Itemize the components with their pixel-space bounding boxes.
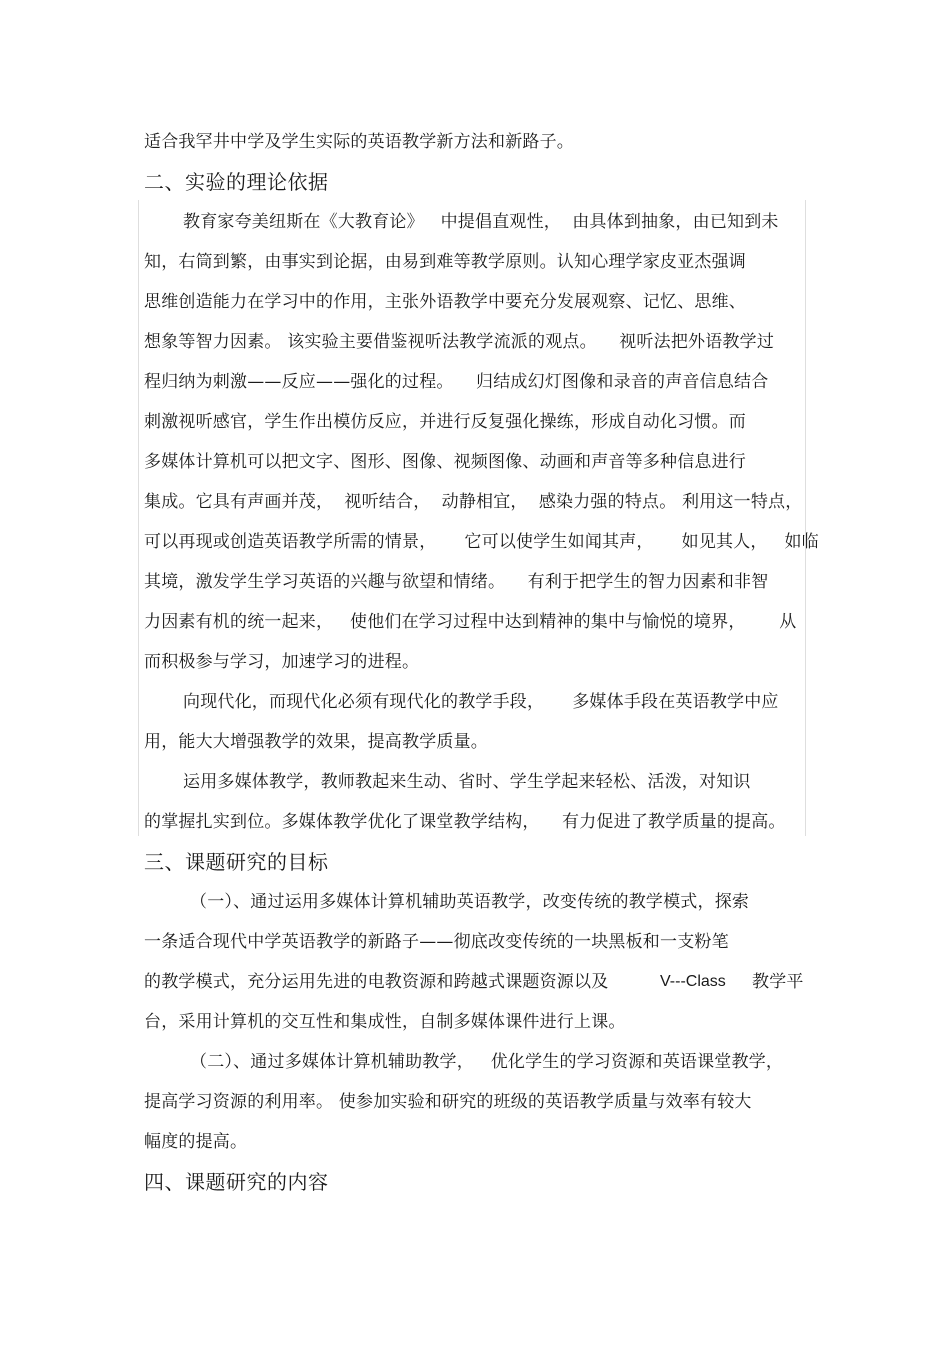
paragraph-line: 刺激视听感官，学生作出模仿反应，并进行反复强化操练，形成自动化习惯。而 bbox=[144, 412, 746, 432]
paragraph-line: 提高学习资源的利用率。 使参加实验和研究的班级的英语教学质量与效率有较大 bbox=[144, 1092, 752, 1112]
paragraph-line: 可以再现或创造英语教学所需的情景， 它可以使学生如闻其声， 如见其人， 如临 bbox=[144, 532, 819, 552]
paragraph-line: 集成。它具有声画并茂， 视听结合， 动静相宜， 感染力强的特点。 利用这一特点， bbox=[144, 492, 803, 512]
paragraph-line: 想象等智力因素。 该实验主要借鉴视听法教学流派的观点。 视听法把外语教学过 bbox=[144, 332, 775, 352]
paragraph-line: 教育家夸美纽斯在《大教育论》 中提倡直观性， 由具体到抽象，由已知到未 bbox=[183, 212, 779, 232]
section-heading-theory: 二、实验的理论依据 bbox=[144, 170, 329, 194]
paragraph-line: 幅度的提高。 bbox=[144, 1132, 248, 1152]
paragraph-line: 适合我罕井中学及学生实际的英语教学新方法和新路子。 bbox=[144, 132, 574, 152]
section-heading-content: 四、课题研究的内容 bbox=[144, 1170, 329, 1194]
paragraph-line: 程归纳为刺激——反应——强化的过程。 归结成幻灯图像和录音的声音信息结合 bbox=[144, 372, 769, 392]
paragraph-line: 向现代化，而现代化必须有现代化的教学手段， 多媒体手段在英语教学中应 bbox=[183, 692, 779, 712]
section-heading-goals: 三、课题研究的目标 bbox=[144, 850, 329, 874]
paragraph-line: 知，右筒到繁，由事实到论据，由易到难等教学原则。认知心理学家皮亚杰强调 bbox=[144, 252, 746, 272]
paragraph-line: 用，能大大增强教学的效果，提高教学质量。 bbox=[144, 732, 488, 752]
paragraph-line: 其境，激发学生学习英语的兴趣与欲望和情绪。 有利于把学生的智力因素和非智 bbox=[144, 572, 769, 592]
paragraph-line: 运用多媒体教学，教师教起来生动、省时、学生学起来轻松、活泼，对知识 bbox=[183, 772, 751, 792]
paragraph-line: 的教学模式，充分运用先进的电教资源和跨越式课题资源以及 bbox=[144, 972, 609, 992]
paragraph-line: 而积极参与学习，加速学习的进程。 bbox=[144, 652, 420, 672]
paragraph-line: （一）、通过运用多媒体计算机辅助英语教学，改变传统的教学模式，探索 bbox=[190, 892, 750, 912]
paragraph-line: 台，采用计算机的交互性和集成性，自制多媒体课件进行上课。 bbox=[144, 1012, 626, 1032]
paragraph-line: 多媒体计算机可以把文字、图形、图像、视频图像、动画和声音等多种信息进行 bbox=[144, 452, 746, 472]
paragraph-line: 教学平 bbox=[752, 972, 804, 992]
paragraph-line: 思维创造能力在学习中的作用，主张外语教学中要充分发展观察、记忆、思维、 bbox=[144, 292, 746, 312]
paragraph-line: 的掌握扎实到位。多媒体教学优化了课堂教学结构， 有力促进了教学质量的提高。 bbox=[144, 812, 786, 832]
paragraph-line: 力因素有机的统一起来， 使他们在学习过程中达到精神的集中与愉悦的境界， 从 bbox=[144, 612, 797, 632]
platform-name: V---Class bbox=[660, 973, 726, 990]
paragraph-line: （二）、通过多媒体计算机辅助教学， 优化学生的学习资源和英语课堂教学， bbox=[190, 1052, 784, 1072]
paragraph-line: 一条适合现代中学英语教学的新路子——彻底改变传统的一块黑板和一支粉笔 bbox=[144, 932, 729, 952]
